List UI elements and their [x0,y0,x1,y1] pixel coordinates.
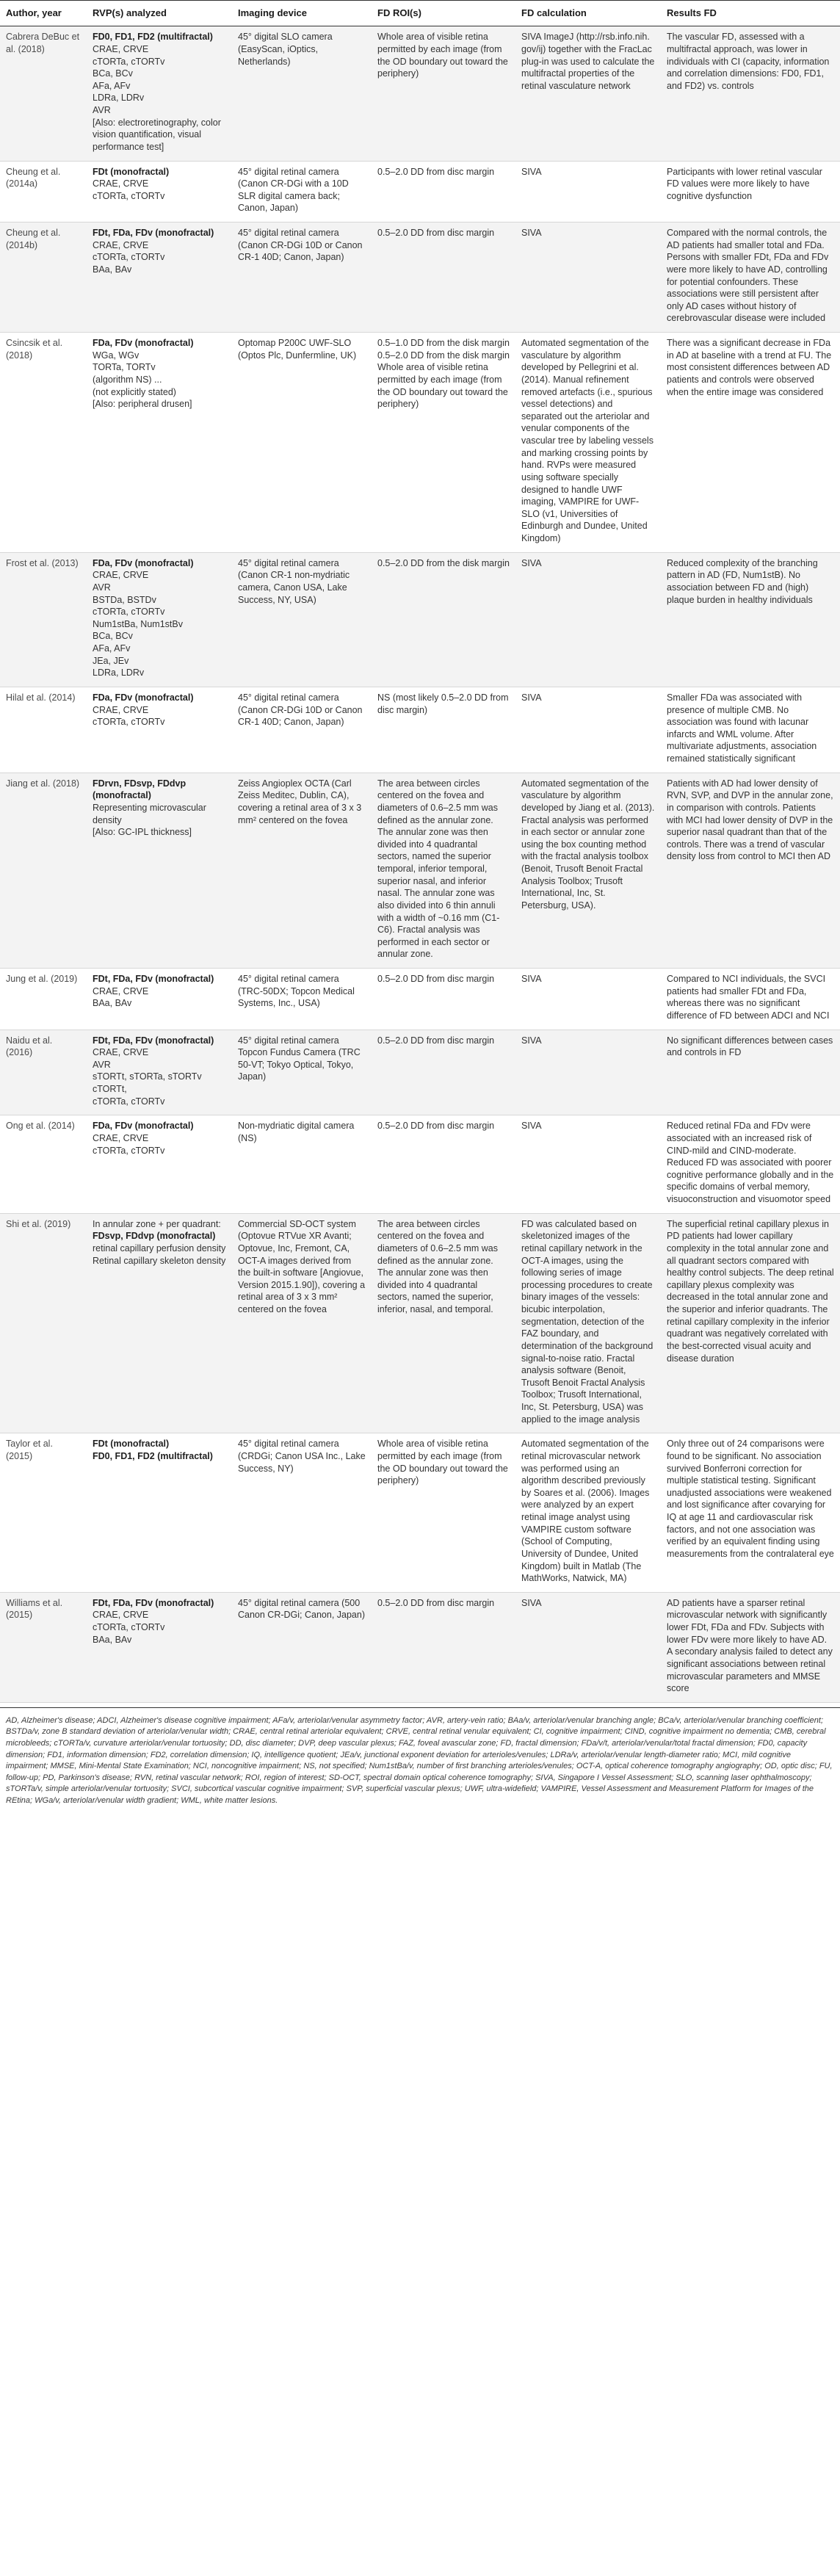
rvp-parameter: AVR [93,105,111,116]
cell-imaging-device: 45° digital retinal camera (500 Canon CR-DGi; Canon, Japan) [232,1592,372,1702]
header-author: Author, year [0,1,87,26]
rvp-parameter: BSTDa, BSTDv [93,594,156,605]
rvp-parameter: cTORTa, cTORTv [93,1096,165,1107]
header-fd-calculation: FD calculation [515,1,661,26]
cell-rvp [87,687,232,773]
rvp-parameter: Num1stBa, Num1stBv [93,618,183,629]
cell-author: Jiang et al. (2018) [0,773,87,968]
rvp-fd-measure: FD0, FD1, FD2 (multifractal) [93,32,213,43]
cell-imaging-device: Non-mydriatic digital camera (NS) [232,1115,372,1213]
cell-imaging-device: Zeiss Angioplex OCTA (Carl Zeiss Meditec, Dublin, CA), covering a retinal area of 3 x 3 mm² centered on the fovea [232,773,372,968]
cell-results-fd: There was a significant decrease in FDa in AD at baseline with a trend at FU. The most consistent differences between AD patients and controls were observed when the entire image was considered [661,333,840,553]
rvp-parameter: CRAE, CRVE [93,1047,149,1058]
cell-imaging-device: Optomap P200C UWF-SLO (Optos Plc, Dunfermline, UK) [232,333,372,553]
rvp-parameter: CRAE, CRVE [93,704,149,715]
cell-imaging-device: 45° digital retinal camera (Canon CR-DGi 10D or Canon CR-1 40D; Canon, Japan) [232,687,372,773]
rvp-parameter: Representing microvascular density [93,802,206,825]
cell-fd-roi: The area between circles centered on the fovea and diameters of 0.6–2.5 mm was defined as the annular zone. The annular zone was then divided into 4 quadrantal sectors, named the superior, inferior, nasal, and temporal. [372,1213,515,1433]
rvp-parameter: cTORTa, cTORTv [93,252,165,263]
cell-fd-roi: Whole area of visible retina permitted by each image (from the OD boundary out toward the periphery) [372,1433,515,1593]
cell-rvp [87,1213,232,1433]
cell-author: Hilal et al. (2014) [0,687,87,773]
rvp-fd-measure: FDt, FDa, FDv (monofractal) [93,1597,214,1608]
rvp-fd-measure: FD0, FD1, FD2 (multifractal) [93,1450,213,1461]
rvp-parameter: CRAE, CRVE [93,239,149,250]
rvp-fd-measure: FDt (monofractal) [93,1439,170,1450]
rvp-parameter: [Also: electroretinography, color vision quantification, visual performance test] [93,117,221,152]
rvp-parameter: cTORTa, cTORTv [93,56,165,67]
cell-fd-roi: 0.5–1.0 DD from the disk margin 0.5–2.0 DD from the disk margin Whole area of visible retina permitted by each image (from the OD boundary out toward the periphery) [372,333,515,553]
cell-rvp [87,333,232,553]
rvp-parameter: LDRa, LDRv [93,667,145,679]
cell-results-fd: Smaller FDa was associated with presence of multiple CMB. No association was found with lacunar infarcts and WML volume. After multivariate adjustments, association remained statistically significant [661,687,840,773]
cell-imaging-device: 45° digital SLO camera (EasyScan, iOptics, Netherlands) [232,26,372,161]
rvp-fd-measure: FDa, FDv (monofractal) [93,338,194,349]
rvp-parameter: (not explicitly stated) [93,386,176,397]
table-row [0,333,840,553]
rvp-parameter: BAa, BAv [93,264,132,275]
header-results-fd: Results FD [661,1,840,26]
rvp-parameter: (algorithm NS) ... [93,374,162,385]
rvp-fd-measure: FDa, FDv (monofractal) [93,557,194,568]
cell-fd-roi: NS (most likely 0.5–2.0 DD from disc margin) [372,687,515,773]
cell-fd-calculation: SIVA [515,969,661,1030]
table-row [0,969,840,1030]
cell-results-fd: AD patients have a sparser retinal microvascular network with significantly lower FDt, FDa and FDv. Subjects with lower FDv were more likely to have AD. A secondary analysis failed to detect any significant associations between retinal microvascular parameters and MMSE score [661,1592,840,1702]
table-row [0,552,840,687]
rvp-parameter: cTORTa, cTORTv [93,1145,165,1156]
header-rvp: RVP(s) analyzed [87,1,232,26]
table-row [0,1030,840,1115]
rvp-parameter: sTORTt, sTORTa, sTORTv [93,1071,202,1082]
cell-author: Shi et al. (2019) [0,1213,87,1433]
rvp-parameter: JEa, JEv [93,655,129,666]
cell-fd-calculation: SIVA [515,1030,661,1115]
header-imaging-device: Imaging device [232,1,372,26]
rvp-parameter: WGa, WGv [93,350,140,361]
rvp-parameter: AFa, AFv [93,643,131,654]
cell-imaging-device: 45° digital retinal camera (TRC-50DX; Topcon Medical Systems, Inc., USA) [232,969,372,1030]
rvp-fd-measure: FDt, FDa, FDv (monofractal) [93,1035,214,1046]
cell-imaging-device: 45° digital retinal camera (CRDGi; Canon USA Inc., Lake Success, NY) [232,1433,372,1593]
cell-rvp [87,1433,232,1593]
rvp-parameter: TORTa, TORTv [93,362,156,373]
rvp-fd-measure: FDrvn, FDsvp, FDdvp (monofractal) [93,778,187,801]
table-row [0,1433,840,1593]
table-row [0,773,840,968]
cell-fd-roi: 0.5–2.0 DD from disc margin [372,161,515,222]
rvp-fd-measure: FDa, FDv (monofractal) [93,1121,194,1132]
table-body [0,26,840,1703]
rvp-parameter: CRAE, CRVE [93,1132,149,1143]
cell-rvp [87,969,232,1030]
cell-results-fd: Reduced retinal FDa and FDv were associated with an increased risk of CIND-mild and CIND-moderate. Reduced FD was associated with poorer cognitive performance globally and in the specific domains of verbal memory, visuoconstruction and visuomotor speed [661,1115,840,1213]
rvp-parameter: AFa, AFv [93,80,131,91]
cell-fd-calculation: SIVA [515,552,661,687]
cell-author: Cheung et al. (2014b) [0,222,87,333]
cell-rvp [87,222,232,333]
rvp-parameter: CRAE, CRVE [93,1610,149,1621]
cell-fd-calculation: SIVA [515,222,661,333]
cell-results-fd: Reduced complexity of the branching pattern in AD (FD, Num1stB). No association between FD and (high) plaque burden in healthy individuals [661,552,840,687]
table-row [0,222,840,333]
rvp-parameter: retinal capillary perfusion density [93,1242,226,1253]
table-row [0,687,840,773]
cell-imaging-device: 45° digital retinal camera (Canon CR-DGi with a 10D SLR digital camera back; Canon, Japan) [232,161,372,222]
cell-fd-calculation: SIVA ImageJ (http://rsb.info.nih. gov/ij) together with the FracLac plug-in was used to calculate the multifractal properties of the retinal vasculature network [515,26,661,161]
cell-results-fd: Patients with AD had lower density of RVN, SVP, and DVP in the annular zone, in comparison with controls. Patients with MCI had lower density of DVP in the superior nasal quadrant than that of the controls. There was a trend of vascular density loss from control to MCI then AD [661,773,840,968]
table-row [0,1592,840,1702]
rvp-parameter: AVR [93,1059,111,1070]
cell-author: Cabrera DeBuc et al. (2018) [0,26,87,161]
cell-imaging-device: 45° digital retinal camera Topcon Fundus Camera (TRC 50-VT; Tokyo Optical, Tokyo, Japan) [232,1030,372,1115]
header-fd-roi: FD ROI(s) [372,1,515,26]
rvp-fd-measure: FDt, FDa, FDv (monofractal) [93,974,214,985]
cell-rvp [87,1030,232,1115]
rvp-parameter: cTORTa, cTORTv [93,190,165,201]
rvp-parameter: CRAE, CRVE [93,985,149,996]
cell-fd-calculation: FD was calculated based on skeletonized images of the retinal capillary network in the OCT-A images, using the following series of image processing procedures to create binary images of the vessels: bicubic interpolation, segmentation, detection of the FAZ boundary, and determination of the background signal-to-noise ratio. Fractal analysis software (Benoit, Trusoft Benoit Fractal Analysis Toolbox; Trusoft International, Inc, St. Petersburg, USA) was applied to the image analysis [515,1213,661,1433]
table-row [0,161,840,222]
cell-author: Naidu et al. (2016) [0,1030,87,1115]
cell-fd-roi: 0.5–2.0 DD from disc margin [372,969,515,1030]
rvp-parameter: In annular zone + per quadrant: [93,1218,221,1229]
cell-author: Jung et al. (2019) [0,969,87,1030]
rvp-fd-measure: FDsvp, FDdvp (monofractal) [93,1231,216,1242]
cell-results-fd: The superficial retinal capillary plexus in PD patients had lower capillary complexity in the total annular zone and all quadrant sectors compared with healthy control subjects. The deep retinal capillary plexus complexity was decreased in the total annular zone and the superior and inferior quadrants. The retinal capillary complexity in the inferior quadrant was negatively correlated with the best-corrected visual acuity and disease duration [661,1213,840,1433]
cell-imaging-device: 45° digital retinal camera (Canon CR-1 non-mydriatic camera, Canon USA, Lake Success, NY, USA) [232,552,372,687]
cell-rvp [87,1115,232,1213]
rvp-parameter: CRAE, CRVE [93,178,149,189]
rvp-parameter: [Also: peripheral drusen] [93,399,192,410]
cell-fd-calculation: SIVA [515,1592,661,1702]
rvp-parameter: BAa, BAv [93,1634,132,1645]
cell-results-fd: Only three out of 24 comparisons were found to be significant. No association survived Bonferroni correction for multiple statistical testing. Significant unadjusted associations were weakened and lost significance after covarying for IQ at age 11 and cardiovascular risk factors, and not one association was verified by an equivalent finding using measurements from the contralateral eye [661,1433,840,1593]
cell-fd-roi: Whole area of visible retina permitted by each image (from the OD boundary out toward the periphery) [372,26,515,161]
cell-fd-roi: 0.5–2.0 DD from the disk margin [372,552,515,687]
rvp-parameter: BAa, BAv [93,998,132,1009]
cell-fd-roi: The area between circles centered on the fovea and diameters of 0.6–2.5 mm was defined as the annular zone. The annular zone was then divided into 4 quadrantal sectors, named the superior temporal, inferior temporal, superior nasal, and inferior nasal. The annular zone was also divided into 6 thin annuli with a width of ~0.16 mm (C1-C6). Fractal analysis was performed in each sector or annular zone. [372,773,515,968]
cell-fd-roi: 0.5–2.0 DD from disc margin [372,1030,515,1115]
rvp-parameter: BCa, BCv [93,631,133,642]
cell-results-fd: No significant differences between cases and controls in FD [661,1030,840,1115]
rvp-parameter: Retinal capillary skeleton density [93,1255,226,1266]
rvp-parameter: LDRa, LDRv [93,93,145,104]
cell-fd-calculation: Automated segmentation of the vasculature by algorithm developed by Pellegrini et al. (2014). Manual refinement removed artefacts (i.e., spurious vessel detections) and separated out the arteriolar and venular components of the vascular tree by labeling vessels and marking crossing points by hand. RVPs were measured using software specially designed to handle UWF imaging, VAMPIRE for UWF-SLO (v1, Universities of Edinburgh and Dundee, United Kingdom) [515,333,661,553]
table-row [0,1115,840,1213]
cell-results-fd: Compared to NCI individuals, the SVCI patients had smaller FDt and FDa, whereas there was no significant difference of FD between ADCI and NCI [661,969,840,1030]
rvp-parameter: BCa, BCv [93,68,133,79]
cell-results-fd: Compared with the normal controls, the AD patients had smaller total and FDa. Persons with smaller FDt, FDa and FDv were more likely to have AD, controlling for potential confounders. These associations were still persistent after only AD cases without history of cerebrovascular disease were included [661,222,840,333]
cell-rvp [87,161,232,222]
rvp-parameter: AVR [93,582,111,593]
rvp-fd-measure: FDt (monofractal) [93,166,170,177]
cell-fd-roi: 0.5–2.0 DD from disc margin [372,1592,515,1702]
rvp-parameter: cTORTa, cTORTv [93,1622,165,1633]
cell-fd-calculation: SIVA [515,1115,661,1213]
cell-author: Frost et al. (2013) [0,552,87,687]
cell-imaging-device: 45° digital retinal camera (Canon CR-DGi 10D or Canon CR-1 40D; Canon, Japan) [232,222,372,333]
table-header [0,1,840,26]
rvp-parameter: [Also: GC-IPL thickness] [93,827,192,838]
cell-rvp [87,773,232,968]
cell-results-fd: Participants with lower retinal vascular FD values were more likely to have cognitive dysfunction [661,161,840,222]
cell-author: Cheung et al. (2014a) [0,161,87,222]
rvp-parameter: CRAE, CRVE [93,43,149,54]
cell-fd-calculation: SIVA [515,687,661,773]
cell-fd-calculation: Automated segmentation of the retinal microvascular network was performed using an algorithm described previously by Soares et al. (2006). Images were analyzed by an expert retinal image analyst using VAMPIRE custom software (School of Computing, University of Dundee, United Kingdom) built in Matlab (The MathWorks, Natwick, MA) [515,1433,661,1593]
cell-fd-roi: 0.5–2.0 DD from disc margin [372,222,515,333]
cell-fd-calculation: SIVA [515,161,661,222]
cell-author: Taylor et al. (2015) [0,1433,87,1593]
cell-fd-roi: 0.5–2.0 DD from disc margin [372,1115,515,1213]
rvp-parameter: cTORTa, cTORTv [93,717,165,728]
rvp-parameter: CRAE, CRVE [93,570,149,581]
cell-results-fd: The vascular FD, assessed with a multifractal approach, was lower in individuals with CI (capacity, information and correlation dimensions: FD0, FD1, and FD2) vs. controls [661,26,840,161]
table-footnote: AD, Alzheimer's disease; ADCI, Alzheimer's disease cognitive impairment; AFa/v, arteriolar/venular asymmetry factor; AVR, artery-vein ratio; BAa/v, arteriolar/venular branching angle; BCa/v, arteriolar/venular branching coefficient; BSTDa/v, zone B standard deviation of arteriolar/venular width; CRAE, central retinal arteriolar equivalent; CRVE, central retinal venular equivalent; CI, cognitive impairment; CIND, cognitive impairment no dementia; CMB, cerebral microbleeds; cTORTa/v, curvature arteriolar/venular tortuosity; DD, disc diameter; DVP, deep vascular plexus; FAZ, foveal avascular zone; FD, fractal dimension; FDa/v/t, arteriolar/venular/total fractal dimension; FD0, capacity dimension; FD1, information dimension; FD2, correlation dimension; IQ, intelligence quotient; JEa/v, junctional exponent deviation for arterioles/venules; LDRa/v, arteriolar/venular length-diameter ratio; MCI, mild cognitive impairment; MMSE, Mini-Mental State Examination; NCI, noncognitive impairment; NS, not specified; Num1stBa/v, number of first branching arterioles/venules; OCT-A, optical coherence tomography angiography; OD, optic disc; FU, follow-up; PD, Parkinson's disease; RVN, retinal vascular network; ROI, region of interest; SD-OCT, spectral domain optical coherence tomography; SIVA, Singapore I Vessel Assessment; SLO, scanning laser ophthalmoscopy; sTORTa/v, simple arteriolar/venular tortuosity; SVCI, subcortical vascular cognitive impairment; SVP, superficial vascular plexus; UWF, ultra-widefield; VAMPIRE, Vessel Assessment and Measurement Platform for Images of the REtina; WGa/v, arteriolar/venular width gradient; WML, white matter lesions. [0,1707,840,1813]
rvp-parameter: cTORTa, cTORTv [93,607,165,618]
cell-author: Ong et al. (2014) [0,1115,87,1213]
cell-author: Csincsik et al. (2018) [0,333,87,553]
cell-author: Williams et al. (2015) [0,1592,87,1702]
cell-fd-calculation: Automated segmentation of the vasculature by algorithm developed by Jiang et al. (2013). Fractal analysis was performed in each sector or annular zone using the box counting method with the fractal analysis toolbox (Benoit, Trusoft Benoit Fractal Analysis Toolbox; Trusoft International, Inc, St. Petersburg, USA). [515,773,661,968]
table-row [0,26,840,161]
rvp-fd-measure: FDt, FDa, FDv (monofractal) [93,228,214,239]
cell-imaging-device: Commercial SD-OCT system (Optovue RTVue XR Avanti; Optovue, Inc, Fremont, CA, OCT-A images derived from the built-in software [Angiovue, Version 2015.1.90]), covering a retinal area of 3 x 3 mm² centered on the fovea [232,1213,372,1433]
header-row [0,1,840,26]
cell-rvp [87,552,232,687]
cell-rvp [87,26,232,161]
rvp-parameter: cTORTt, [93,1084,127,1095]
rvp-fd-measure: FDa, FDv (monofractal) [93,692,194,703]
table-row [0,1213,840,1433]
cell-rvp [87,1592,232,1702]
